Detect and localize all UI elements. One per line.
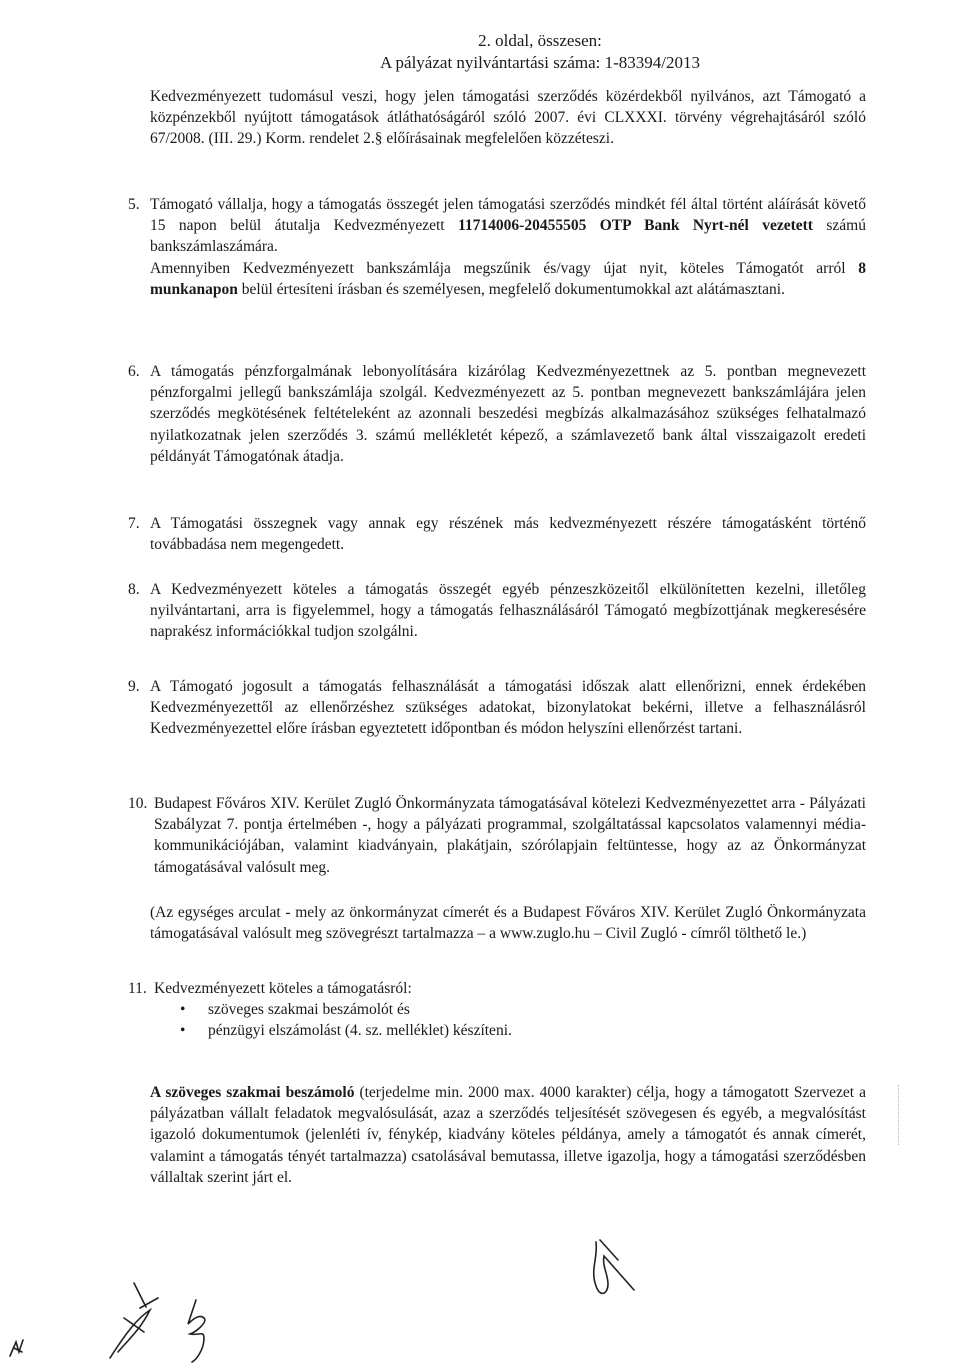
signature-mark-1 [110, 1298, 158, 1358]
signature-mark-3 [188, 1300, 205, 1362]
clause-text: A Kedvezményezett köteles a támogatás összegét egyéb pénzeszközeitől elkülönítetten kezelni, illetőleg nyilvántartani, arra is figyelemmel, hogy a támogatás felhasználásáról Támogató megbízottjának megkeresésére naprakész információkkal tudjon szolgálni. [150, 581, 866, 641]
closing-paragraph: A szöveges szakmai beszámoló (terjedelme min. 2000 max. 4000 karakter) célja, hogy a támogatott Szervezet a pályázatban vállalt feladatok megvalósulását, azaz a szerződés teljesítését szövegesen és egyéb, a megvalósítást igazoló dokumentumok (jelenléti ív, fénykép, kiadvány köteles példánya, amely a támogatót és annak címerét, valamint a támogatás tényét tartalmazza) csatolásával bemutassa, illetve igazolja, hogy a támogatási szerződésben vállaltak szerint járt el. [150, 1084, 867, 1186]
clause-number: 5. [128, 196, 140, 213]
page-number: 2. oldal, összesen: [478, 31, 602, 50]
clause-7 [128, 513, 866, 555]
list-item: • szöveges szakmai beszámolót és [180, 999, 866, 1020]
clause-10-note: (Az egységes arculat - mely az önkormányzat címerét és a Budapest Főváros XIV. Kerület Zugló Önkormányzata támogatásával valósult meg szövegrészt tartalmazza – a www.zuglo.hu – Civil Zugló - címről tölthető le.) [150, 904, 866, 943]
clause-text: Budapest Főváros XIV. Kerület Zugló Önkormányzata támogatásával kötelezi Kedvezményezettet arra - Pályázati Szabályzat 7. pontja értelmében -, hogy a pályázati programmal, szolgáltatással kapcsolatos valamennyi média-kommunikációjában, valamint kiadványain, plakátjain, szórólapjain feltüntesse, hogy az az Önkormányzat támogatásával valósult meg. [154, 795, 866, 876]
page-header [260, 30, 820, 74]
deadline: 8 munkanapon [150, 259, 866, 298]
clause-number: 6. [128, 363, 140, 380]
clause-number: 7. [128, 515, 140, 532]
clause-number: 10. [128, 795, 148, 812]
clause-6 [128, 361, 866, 467]
clause-8 [128, 579, 866, 643]
margin-mark [898, 1085, 919, 1145]
clause-9 [128, 676, 866, 740]
clause-text: A Támogatási összegnek vagy annak egy részének más kedvezményezett részére támogatásként történő továbbadása nem megengedett. [150, 515, 866, 554]
registration-number: A pályázat nyilvántartási száma: 1-83394/2013 [379, 53, 701, 72]
clause-number: 8. [128, 581, 140, 598]
signature-mark-2 [134, 1283, 146, 1307]
list-item: • pénzügyi elszámolást (4. sz. melléklet) készíteni. [180, 1020, 866, 1041]
clause-text: Kedvezményezett köteles a támogatásról: [154, 980, 412, 997]
clause-text: A támogatás pénzforgalmának lebonyolítására kizárólag Kedvezményezettnek az 5. pontban megnevezett pénzforgalmi jellegű bankszámlája szolgál. Kedvezményezett az 5. pontban megnevezett bankszámlájára jelen szerződés megkötésének feltételeként az azonnali beszedési megbízás alkalmazásához szükséges felhatalmazó nyilatkozatnak jelen szerződés 3. számú mellékletét képező, a számlavezető bank által visszaigazolt eredeti példányát Támogatónak átadja. [150, 363, 866, 465]
clause-5 [128, 194, 866, 300]
initial-mark-left [10, 1340, 23, 1356]
closing-heading: A szöveges szakmai beszámoló [150, 1084, 355, 1101]
intro-paragraph: Kedvezményezett tudomásul veszi, hogy jelen támogatási szerződés közérdekből nyilvános, azt Támogató a közpénzekből nyújtott támogatások átláthatóságáról szóló 2007. évi CLXXXI. törvény végrehajtásáról szóló 67/2008. (III. 29.) Korm. rendelet 2.§ előírásainak megfelelően közzéteszi. [150, 88, 866, 148]
bank-account: 11714006-20455505 OTP Bank Nyrt-nél vezetett [458, 217, 813, 235]
clause-11 [128, 978, 866, 1042]
report-list [128, 999, 866, 1041]
clause-text: A Támogató jogosult a támogatás felhasználását a támogatási időszak alatt ellenőrizni, ennek érdekében Kedvezményezettől az ellenőrzéshez szükséges adatokat, bizonylatokat bekérni, illetve a felhasználásról Kedvezményezettel előre írásban egyeztetett időpontban és módon helyszíni ellenőrzést tartani. [150, 678, 866, 738]
clause-10 [128, 793, 866, 878]
clause-number: 9. [128, 678, 140, 695]
clause-text: Támogató vállalja, hogy a támogatás összegét jelen támogatási szerződés mindkét fél által történt aláírását követő 15 napon belül átutalja Kedvezményezett 11714006-20455505 OTP Bank Nyrt-nél vezetett számú bankszámlaszámára. Amennyiben Kedvezményezett bankszámlája megszűnik és/vagy újat nyit, köteles Támogatót arról 8 munkanapon belül értesíteni írásban és személyesen, megfelelő dokumentumokkal azt alátámasztani. [150, 196, 866, 298]
signature-mark-4 [594, 1240, 634, 1293]
clause-number: 11. [128, 980, 147, 997]
